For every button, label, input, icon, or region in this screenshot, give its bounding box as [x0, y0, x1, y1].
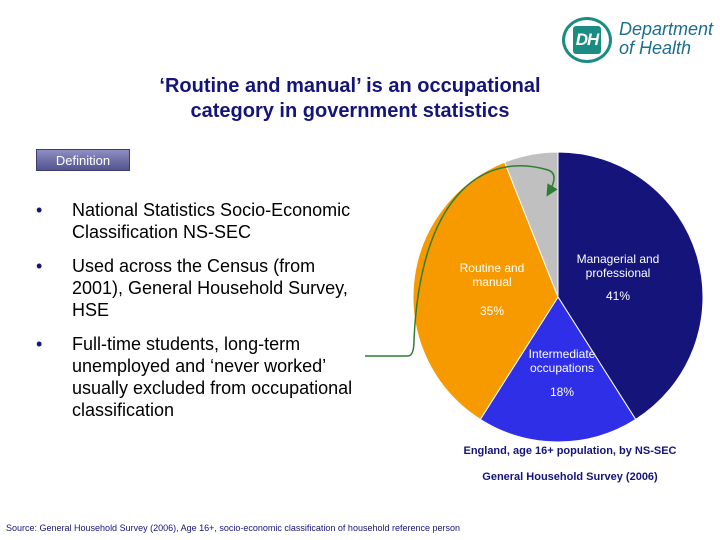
logo-line-1: Department — [619, 19, 714, 39]
logo-line-2: of Health — [619, 38, 692, 58]
definition-button-label: Definition — [55, 152, 111, 168]
pie-label: occupations — [529, 361, 595, 375]
pie-value-label: 41% — [605, 289, 631, 303]
bullet-line: usually excluded from occupational — [72, 378, 353, 398]
chart-caption-title: England, age 16+ population, by NS-SEC — [463, 445, 677, 457]
dh-badge-text: DH — [573, 26, 602, 54]
bullet-line: 2001), General Household Survey, — [72, 278, 348, 298]
bullet-line: unemployed and ‘never worked’ — [72, 356, 327, 376]
pie-label: professional — [585, 266, 651, 280]
chart-caption-subtitle: General Household Survey (2006) — [482, 471, 658, 483]
bullet-line: • National Statistics Socio-Economic — [72, 200, 351, 220]
pie-label: Managerial and — [576, 252, 660, 266]
pie-value-label: 18% — [549, 385, 575, 399]
bullet-line: Classification NS-SEC — [72, 222, 252, 242]
bullet-line: • Used across the Census (from — [72, 256, 316, 276]
pie-label: manual — [472, 275, 512, 289]
bullet-line: classification — [72, 400, 175, 420]
pie-label: Routine and — [459, 261, 525, 275]
source-note: Source: General Household Survey (2006), Age 16+, socio-economic classification of household reference person — [6, 523, 461, 533]
bullet-line: HSE — [72, 300, 110, 320]
bullet-line: • Full-time students, long-term — [72, 334, 301, 354]
title-line-2: category in government statistics — [190, 100, 510, 122]
pie-label: Intermediate — [528, 347, 596, 361]
pie-value-label: 35% — [479, 304, 505, 318]
title-line-1: ‘Routine and manual’ is an occupational — [159, 75, 541, 97]
